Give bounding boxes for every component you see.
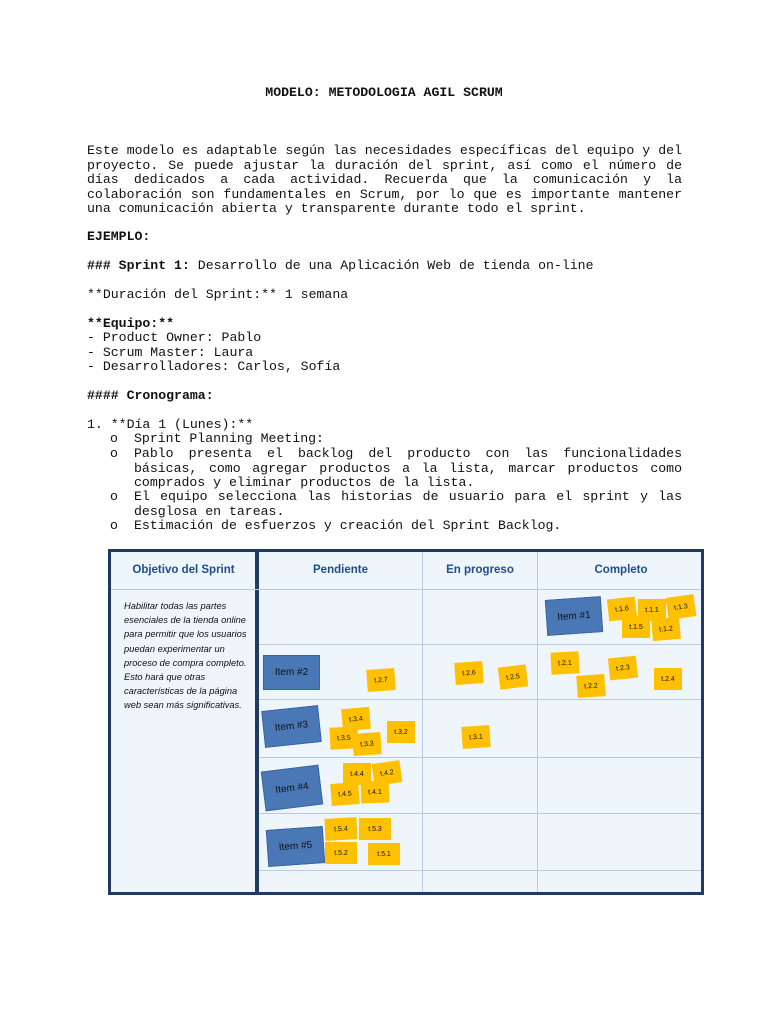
sprint-description: Desarrollo de una Aplicación Web de tienda on-line (189, 258, 594, 273)
task-note: t.5.4 (324, 817, 357, 841)
bullet-marker: o (110, 518, 118, 533)
sprint-goal-text: Habilitar todas las partes esenciales de la tienda online para permitir que los usuarios puedan experimentar un proceso de compra completo. Esto hará que otras características de la página web sean más significativas. (124, 601, 247, 711)
header-complete: Completo (594, 564, 648, 576)
board-divider (422, 552, 423, 892)
task-note: t.2.1 (550, 651, 579, 674)
task-note: t.2.2 (576, 674, 605, 698)
page-title: MODELO: METODOLOGIA AGIL SCRUM (265, 85, 503, 100)
board-row-line (259, 870, 701, 871)
item-card: Item #2 (263, 655, 320, 690)
task-note: t.2.5 (498, 664, 528, 689)
task-note: t.3.5 (329, 726, 358, 749)
task-note: t.2.4 (654, 668, 682, 690)
task-note: t.1.2 (651, 617, 681, 641)
task-note: t.4.5 (330, 782, 359, 806)
task-note: t.3.4 (341, 707, 371, 731)
sprint-label: ### Sprint 1: (87, 258, 190, 273)
sprint-duration: **Duración del Sprint:** 1 semana (87, 287, 349, 302)
board-row-line (259, 757, 701, 758)
item-card: Item #5 (266, 826, 325, 867)
list-item: Pablo presenta el backlog del producto con las funcionalidades básicas, como agregar productos a la lista, marcar productos como comprados y eliminar productos de la lista. (134, 446, 682, 491)
board-header-line (111, 589, 701, 590)
bullet-marker: o (110, 431, 118, 446)
list-item: Estimación de esfuerzos y creación del Sprint Backlog. (134, 518, 562, 533)
sprint-heading (87, 259, 594, 274)
intro-paragraph: Este modelo es adaptable según las necesidades específicas del equipo y del proyecto. Se puede ajustar la duración del sprint, así como el número de días dedicados a cada actividad. Recuerda que la comunicación y la colaboración son fundamentales en Scrum, por lo que es importante mantener una comunicación abierta y transparente durante todo el sprint. (87, 143, 682, 217)
schedule-heading: #### Cronograma: (87, 388, 214, 403)
list-item: Sprint Planning Meeting: (134, 431, 324, 446)
header-in-progress: En progreso (446, 564, 514, 576)
task-note: t.4.2 (372, 760, 403, 786)
board-row-line (259, 699, 701, 700)
board-row-line (259, 813, 701, 814)
item-card: Item #1 (545, 596, 603, 636)
team-member: - Product Owner: Pablo (87, 330, 262, 345)
task-note: t.2.6 (454, 661, 483, 685)
header-sprint-goal: Objetivo del Sprint (132, 564, 235, 576)
board-divider (537, 552, 538, 892)
task-note: t.5.2 (325, 842, 357, 864)
scrum-board (108, 549, 704, 895)
day-1-heading: 1. **Día 1 (Lunes):** (87, 417, 254, 432)
item-card: Item #4 (261, 765, 323, 812)
list-item: El equipo selecciona las historias de usuario para el sprint y las desglosa en tareas. (134, 489, 682, 519)
task-note: t.4.1 (361, 781, 390, 804)
board-divider (255, 552, 259, 892)
task-note: t.1.3 (666, 594, 697, 620)
header-pending: Pendiente (313, 564, 368, 576)
team-heading: **Equipo:** (87, 316, 175, 331)
task-note: t.1.6 (607, 597, 637, 622)
task-note: t.1.1 (638, 599, 666, 621)
task-note: t.3.1 (461, 725, 490, 749)
task-note: t.2.3 (608, 656, 638, 681)
team-member: - Desarrolladores: Carlos, Sofía (87, 359, 341, 374)
task-note: t.1.5 (622, 616, 650, 638)
item-card: Item #3 (261, 705, 322, 748)
example-heading: EJEMPLO: (87, 229, 151, 244)
task-note: t.5.3 (359, 818, 391, 840)
task-note: t.3.3 (352, 732, 381, 756)
task-note: t.4.4 (343, 763, 371, 785)
bullet-marker: o (110, 446, 118, 461)
task-note: t.5.1 (368, 843, 400, 865)
task-note: t.3.2 (387, 721, 415, 743)
team-member: - Scrum Master: Laura (87, 345, 254, 360)
bullet-marker: o (110, 489, 118, 504)
board-row-line (259, 644, 701, 645)
task-note: t.2.7 (366, 668, 395, 692)
